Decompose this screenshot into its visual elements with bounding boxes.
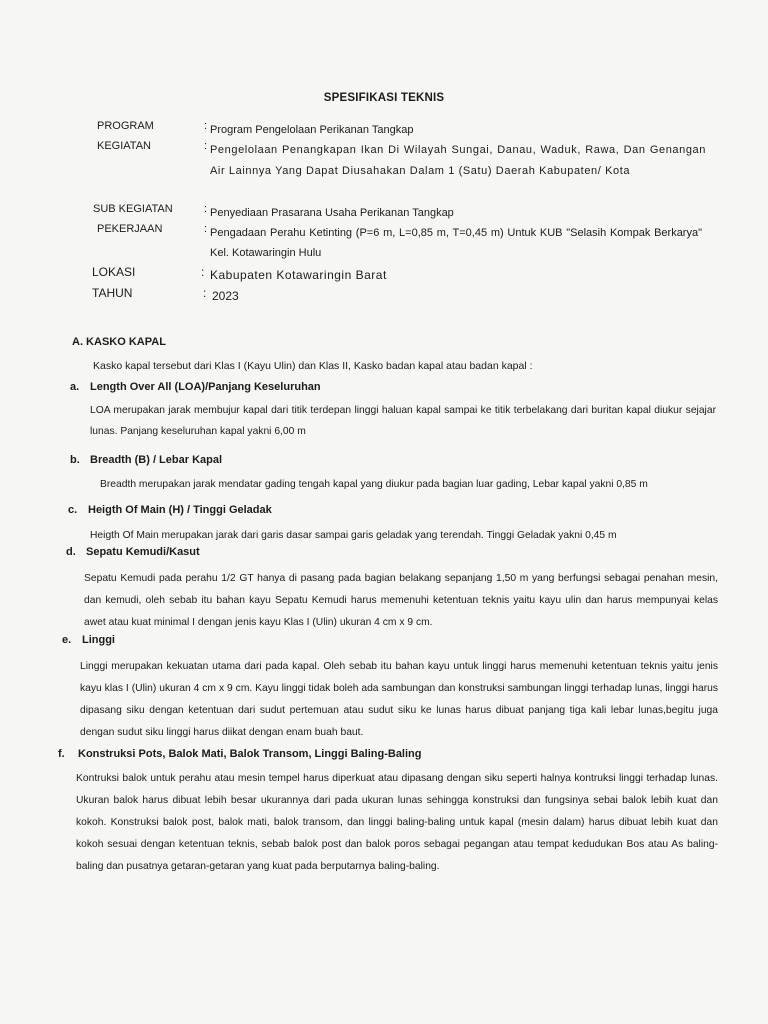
item-title: Sepatu Kemudi/Kasut <box>86 546 200 558</box>
item-heading-a <box>70 381 321 393</box>
item-heading-b <box>70 454 222 466</box>
item-heading-d <box>66 546 200 558</box>
item-body-d: Sepatu Kemudi pada perahu 1/2 GT hanya di pasang pada bagian belakang sepanjang 1,50 m yang berfungsi sebagai penahan mesin, dan kemudi, oleh sebab itu bahan kayu Sepatu Kemudi harus memenuhi ketentuan teknis yaitu kayu ulin dan harus mempunyai kelas awet atau kuat minimal I dengan jenis kayu Klas I (Ulin) ukuran 4 cm x 9 cm. <box>84 573 718 628</box>
meta-label: TAHUN <box>92 286 133 300</box>
section-intro: Kasko kapal tersebut dari Klas I (Kayu Ulin) dan Klas II, Kasko badan kapal atau badan kapal : <box>93 360 533 372</box>
meta-label: KEGIATAN <box>97 140 151 152</box>
item-body-a: LOA merupakan jarak membujur kapal dari titik terdepan linggi haluan kapal sampai ke titik terbelakang dari buritan kapal diukur sejajar lunas. Panjang keseluruhan kapal yakni 6,00 m <box>90 405 716 437</box>
meta-separator: : <box>203 286 207 300</box>
item-body-c: Heigth Of Main merupakan jarak dari garis dasar sampai garis geladak yang terendah. Tinggi Geladak yakni 0,45 m <box>90 530 617 541</box>
item-heading-f <box>58 748 422 760</box>
meta-label: SUB KEGIATAN <box>93 203 173 215</box>
item-body-b: Breadth merupakan jarak mendatar gading tengah kapal yang diukur pada bagian luar gading, Lebar kapal yakni 0,85 m <box>100 479 648 490</box>
item-letter: b. <box>70 454 80 466</box>
meta-separator: : <box>204 120 208 132</box>
item-letter: c. <box>68 504 78 516</box>
meta-label: LOKASI <box>92 265 136 279</box>
item-title: Length Over All (LOA)/Panjang Keseluruhan <box>90 381 321 393</box>
item-title: Heigth Of Main (H) / Tinggi Geladak <box>88 504 272 516</box>
meta-value: Pengadaan Perahu Ketinting (P=6 m, L=0,85 m, T=0,45 m) Untuk KUB "Selasih Kompak Berkarya" Kel. Kotawaringin Hulu <box>210 227 702 259</box>
meta-value: Penyediaan Prasarana Usaha Perikanan Tangkap <box>210 207 454 219</box>
meta-separator: : <box>204 223 208 235</box>
item-letter: d. <box>66 546 76 558</box>
meta-label: PEKERJAAN <box>97 223 163 235</box>
item-letter: e. <box>62 634 72 646</box>
item-title: Breadth (B) / Lebar Kapal <box>90 454 223 466</box>
meta-value: 2023 <box>212 289 239 303</box>
item-heading-c <box>68 504 272 516</box>
meta-separator: : <box>201 265 205 279</box>
item-letter: a. <box>70 381 80 393</box>
section-heading: A. KASKO KAPAL <box>72 336 166 348</box>
meta-label: PROGRAM <box>97 120 154 132</box>
meta-separator: : <box>204 140 208 152</box>
meta-value: Program Pengelolaan Perikanan Tangkap <box>210 124 414 136</box>
item-title: Linggi <box>82 634 115 646</box>
meta-separator: : <box>204 203 208 215</box>
item-body-f: Kontruksi balok untuk perahu atau mesin tempel harus diperkuat atau dipasang dengan siku seperti halnya kontruksi linggi terhadap lunas. Ukuran balok harus dibuat lebih besar ukurannya dari pada ukuran lunas sehingga konstruksi dan fungsinya sebai balok lebih kuat dan kokoh. Konstruksi balok post, balok mati, balok transom, dan linggi baling-baling untuk kapal (mesin dalam) harus dibuat lebih kuat dan kokoh sesuai dengan ketentuan teknis, sebab balok post dan balok poros sebagai pegangan atau tempat kedudukan Bos atau As baling-baling dan pusatnya getaran-getaran yang kuat pada berputarnya baling-baling. <box>76 773 718 872</box>
item-heading-e <box>62 634 115 646</box>
item-title: Konstruksi Pots, Balok Mati, Balok Transom, Linggi Baling-Baling <box>78 748 422 760</box>
meta-value: Kabupaten Kotawaringin Barat <box>210 268 387 282</box>
item-letter: f. <box>58 748 65 760</box>
document-title: SPESIFIKASI TEKNIS <box>323 92 445 104</box>
meta-value: Pengelolaan Penangkapan Ikan Di Wilayah Sungai, Danau, Waduk, Rawa, Dan Genangan Air Lainnya Yang Dapat Diusahakan Dalam 1 (Satu) Daerah Kabupaten/ Kota <box>210 144 706 177</box>
item-body-e: Linggi merupakan kekuatan utama dari pada kapal. Oleh sebab itu bahan kayu untuk linggi harus memenuhi ketentuan teknis yaitu jenis kayu klas I (Ulin) ukuran 4 cm x 9 cm. Kayu linggi tidak boleh ada sambungan dan konstruksi sambungan linggi terhadap lunas, linggi harus dipasang siku dengan ketentuan dari sudut pertemuan atau sudut siku ke lunas harus dibuat panjang tiga kali lebar lunas,begitu juga dengan sudut siku linggi harus diikat dengan enam buah baut. <box>80 661 718 738</box>
